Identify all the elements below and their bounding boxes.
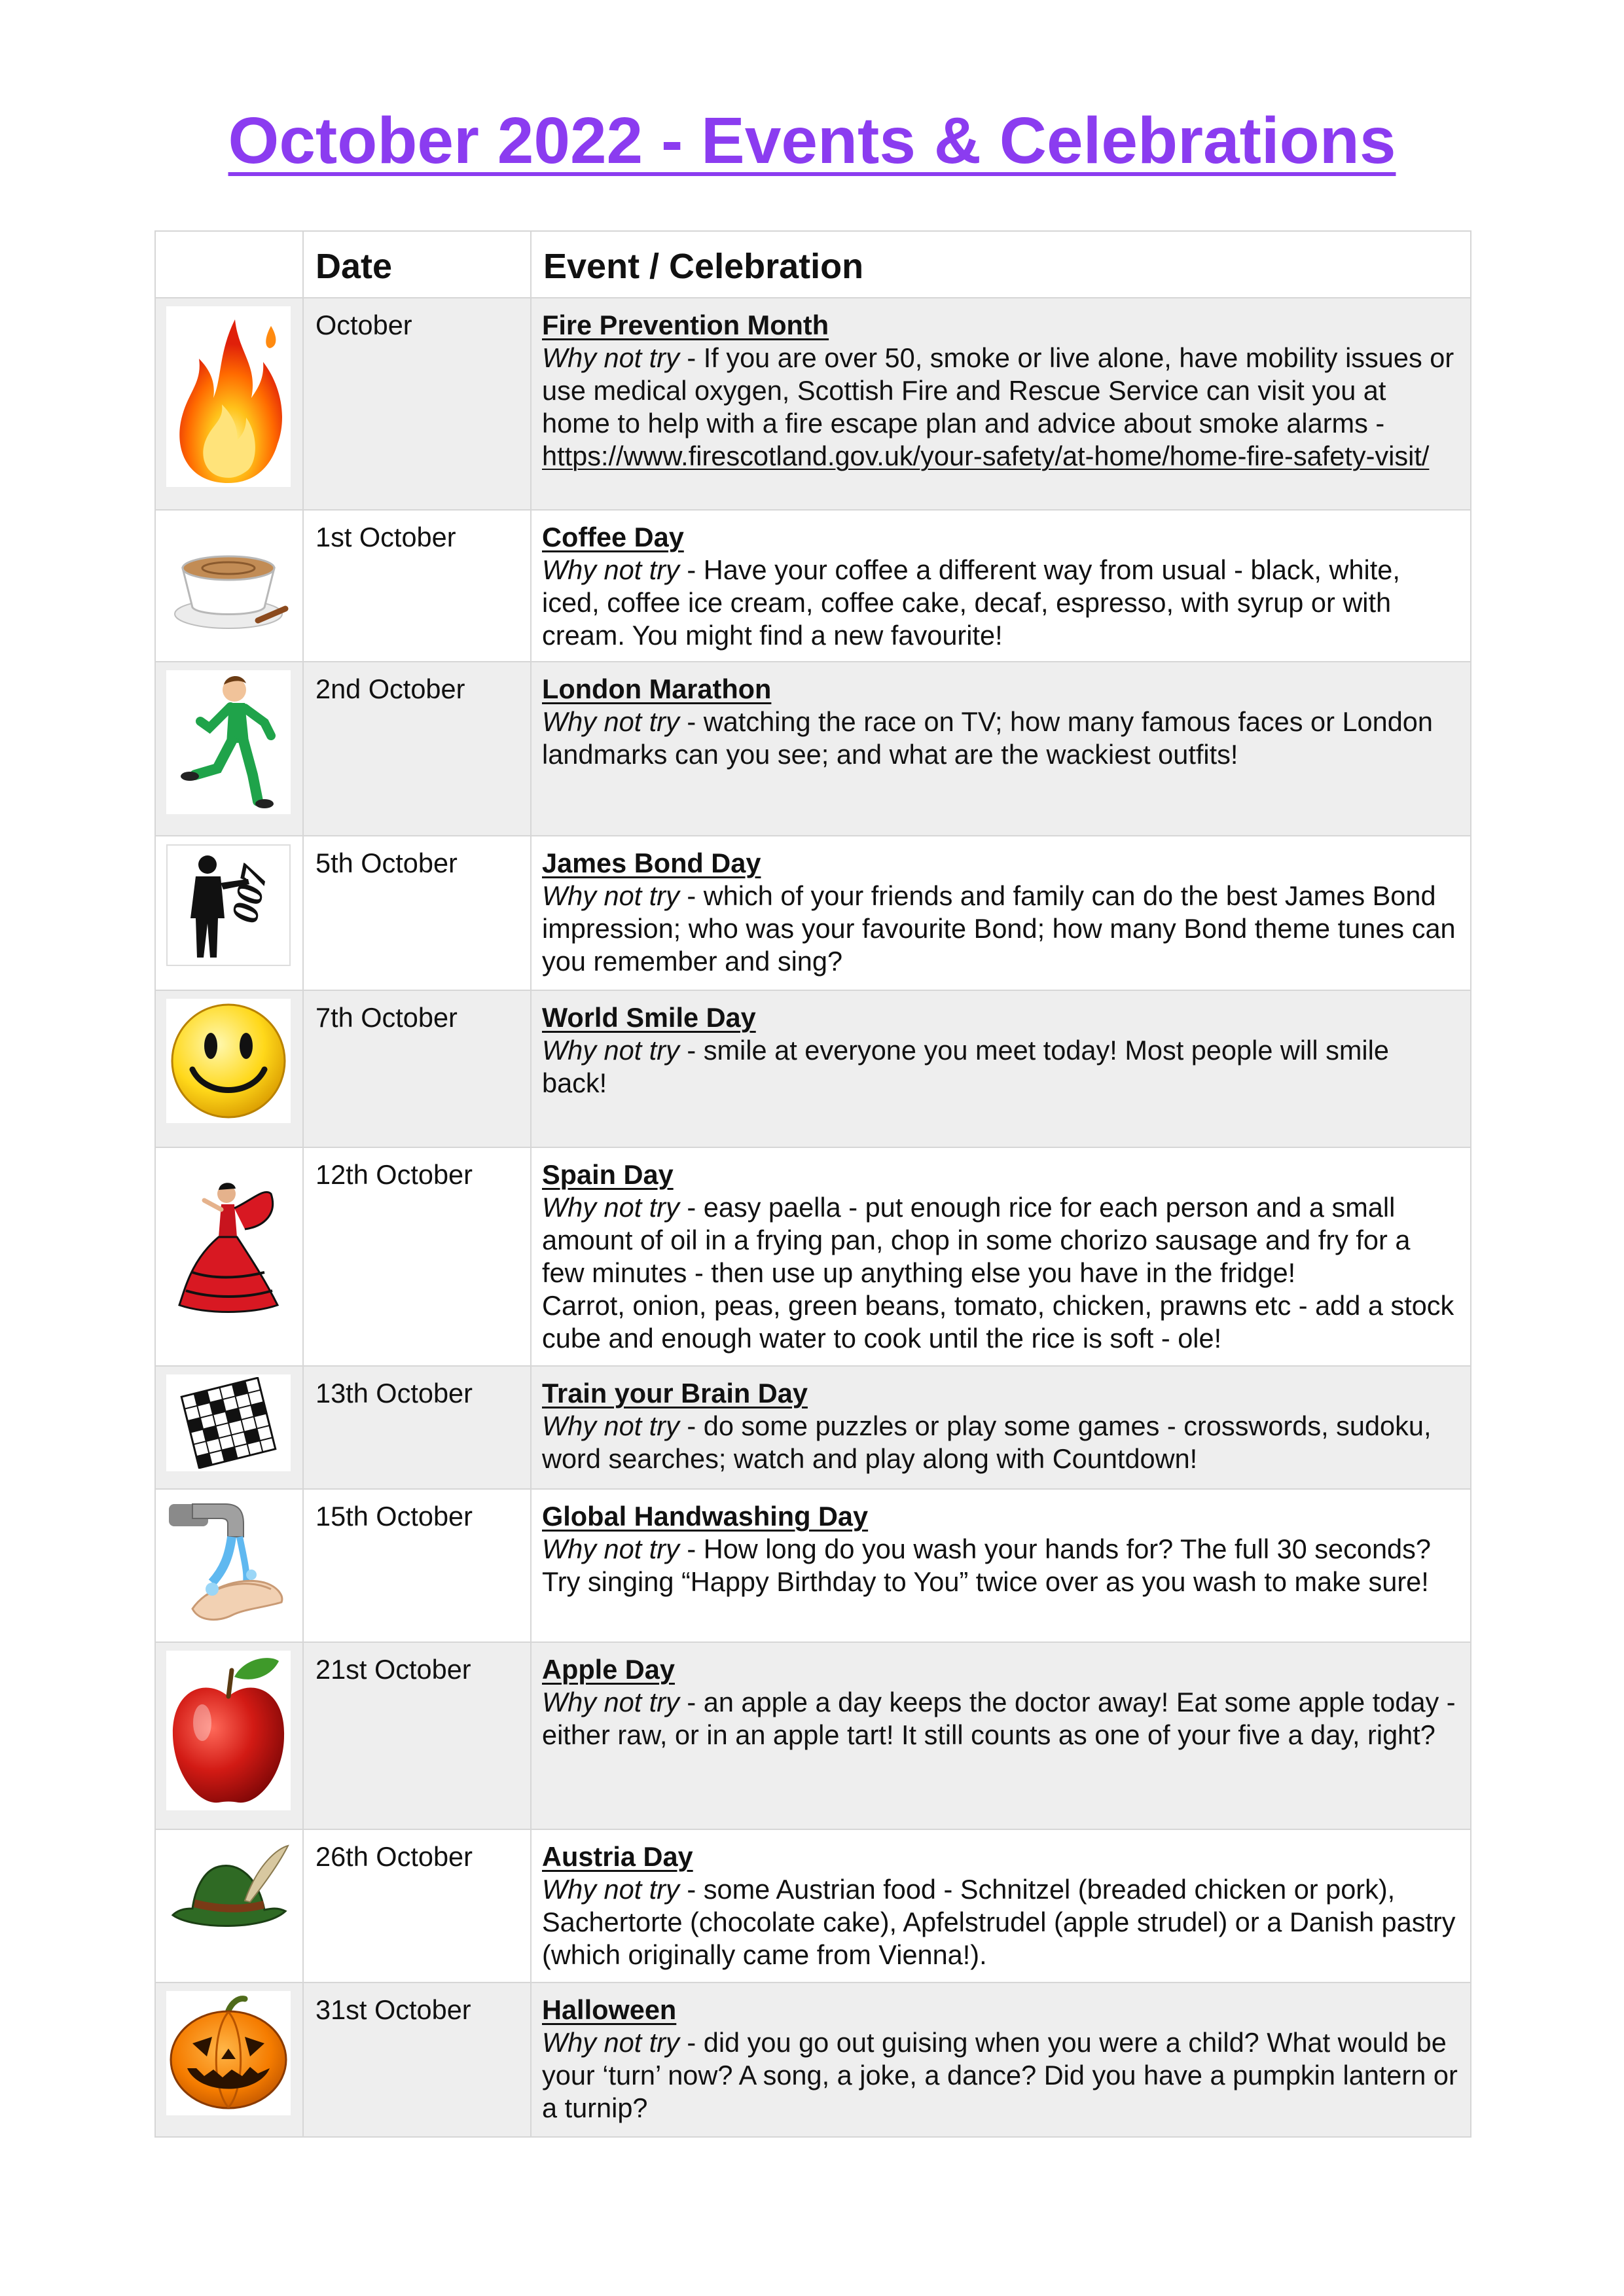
table-row [155, 1982, 1471, 2137]
why-not-try-label: Why not try [542, 1035, 679, 1066]
why-not-try-label: Why not try [542, 554, 679, 585]
table-row [155, 1642, 1471, 1829]
event-description: - If you are over 50, smoke or live alone, have mobility issues or use medical oxygen, Scottish Fire and Rescue Service can visit you at home to help with a fire escape plan and advice about smoke alarms - [542, 342, 1454, 439]
table-row [155, 662, 1471, 836]
event-cell [531, 298, 1471, 510]
event-description: - easy paella - put enough rice for each person and a small amount of oil in a frying pan, chop in some chorizo sausage and fry for a few minutes - then use up anything else you have in the fridge! [542, 1192, 1411, 1288]
header-event: Event / Celebration [531, 231, 1471, 298]
event-description: - which of your friends and family can do the best James Bond impression; who was your favourite Bond; how many Bond theme tunes can you remember and sing? [542, 880, 1456, 977]
event-description: - do some puzzles or play some games - crosswords, sudoku, word searches; watch and play along with Countdown! [542, 1410, 1432, 1474]
event-cell [531, 662, 1471, 836]
table-row [155, 836, 1471, 990]
date-cell: 2nd October [303, 662, 531, 836]
flamenco-dancer-icon [166, 1174, 291, 1318]
table-row [155, 1366, 1471, 1489]
event-cell [531, 836, 1471, 990]
date-cell: 7th October [303, 990, 531, 1147]
event-title: Coffee Day [542, 522, 684, 552]
why-not-try-label: Why not try [542, 1192, 679, 1223]
why-not-try-label: Why not try [542, 1874, 679, 1905]
runner-icon [166, 670, 291, 814]
event-cell [531, 1642, 1471, 1829]
date-cell: 31st October [303, 1982, 531, 2137]
event-cell [531, 1982, 1471, 2137]
event-description-extra: Carrot, onion, peas, green beans, tomato, chicken, prawns etc - add a stock cube and enough water to cook until the rice is soft - ole! [542, 1290, 1454, 1354]
date-cell: 1st October [303, 510, 531, 662]
fire-icon [166, 306, 291, 487]
event-description: - watching the race on TV; how many famous faces or London landmarks can you see; and what are the wackiest outfits! [542, 706, 1433, 770]
event-title: Spain Day [542, 1159, 674, 1190]
header-image [155, 231, 303, 298]
event-description: - How long do you wash your hands for? The full 30 seconds? Try singing “Happy Birthday to You” twice over as you wash to make sure! [542, 1534, 1431, 1597]
date-cell: 26th October [303, 1829, 531, 1982]
why-not-try-label: Why not try [542, 1534, 679, 1564]
event-title: Apple Day [542, 1654, 675, 1685]
date-cell: 15th October [303, 1489, 531, 1642]
apple-icon [166, 1651, 291, 1810]
table-row [155, 510, 1471, 662]
header-date: Date [303, 231, 531, 298]
table-header-row [155, 231, 1471, 298]
svg-text:007: 007 [223, 862, 276, 927]
event-description: - did you go out guising when you were a child? What would be your ‘turn’ now? A song, a joke, a dance? Did you have a pumpkin lantern or a turnip? [542, 2027, 1458, 2123]
tyrolean-hat-icon [166, 1838, 291, 1943]
page-title: October 2022 - Events & Celebrations [228, 104, 1396, 177]
table-row [155, 1829, 1471, 1982]
event-description: - smile at everyone you meet today! Most people will smile back! [542, 1035, 1389, 1098]
event-title: London Marathon [542, 673, 772, 704]
event-title: Austria Day [542, 1841, 693, 1872]
why-not-try-label: Why not try [542, 342, 679, 373]
why-not-try-label: Why not try [542, 2027, 679, 2058]
event-description: - some Austrian food - Schnitzel (breaded chicken or pork), Sachertorte (chocolate cake), Apfelstrudel (apple strudel) or a Danish pastry (which originally came from Vienna!). [542, 1874, 1456, 1970]
event-cell [531, 1366, 1471, 1489]
date-cell: 13th October [303, 1366, 531, 1489]
smiley-face-icon [166, 999, 291, 1123]
event-title: World Smile Day [542, 1002, 756, 1033]
why-not-try-label: Why not try [542, 1687, 679, 1717]
table-row [155, 1489, 1471, 1642]
coffee-cup-icon [166, 537, 291, 635]
pumpkin-lantern-icon [166, 1991, 291, 2115]
event-cell [531, 510, 1471, 662]
events-table [154, 230, 1471, 2138]
date-cell: 12th October [303, 1147, 531, 1366]
event-title: Global Handwashing Day [542, 1501, 869, 1532]
event-title: James Bond Day [542, 848, 761, 878]
event-description: - an apple a day keeps the doctor away! Eat some apple today - either raw, or in an apple tart! It still counts as one of your five a day, right? [542, 1687, 1456, 1750]
james-bond-007-icon [166, 844, 291, 966]
date-cell: 5th October [303, 836, 531, 990]
why-not-try-label: Why not try [542, 706, 679, 737]
table-row [155, 298, 1471, 510]
handwashing-tap-icon [166, 1498, 291, 1632]
date-cell: October [303, 298, 531, 510]
event-title: Train your Brain Day [542, 1378, 808, 1408]
event-title: Fire Prevention Month [542, 310, 829, 340]
table-row [155, 1147, 1471, 1366]
date-cell: 21st October [303, 1642, 531, 1829]
event-cell [531, 1147, 1471, 1366]
event-cell [531, 1489, 1471, 1642]
fire-safety-link[interactable]: https://www.firescotland.gov.uk/your-safety/at-home/home-fire-safety-visit/ [542, 440, 1430, 471]
event-title: Halloween [542, 1994, 677, 2025]
event-cell [531, 1829, 1471, 1982]
event-description: - Have your coffee a different way from usual - black, white, iced, coffee ice cream, coffee cake, decaf, espresso, with syrup or with cream. You might find a new favourite! [542, 554, 1400, 651]
why-not-try-label: Why not try [542, 1410, 679, 1441]
event-cell [531, 990, 1471, 1147]
table-row [155, 990, 1471, 1147]
crossword-icon [166, 1374, 291, 1471]
why-not-try-label: Why not try [542, 880, 679, 911]
